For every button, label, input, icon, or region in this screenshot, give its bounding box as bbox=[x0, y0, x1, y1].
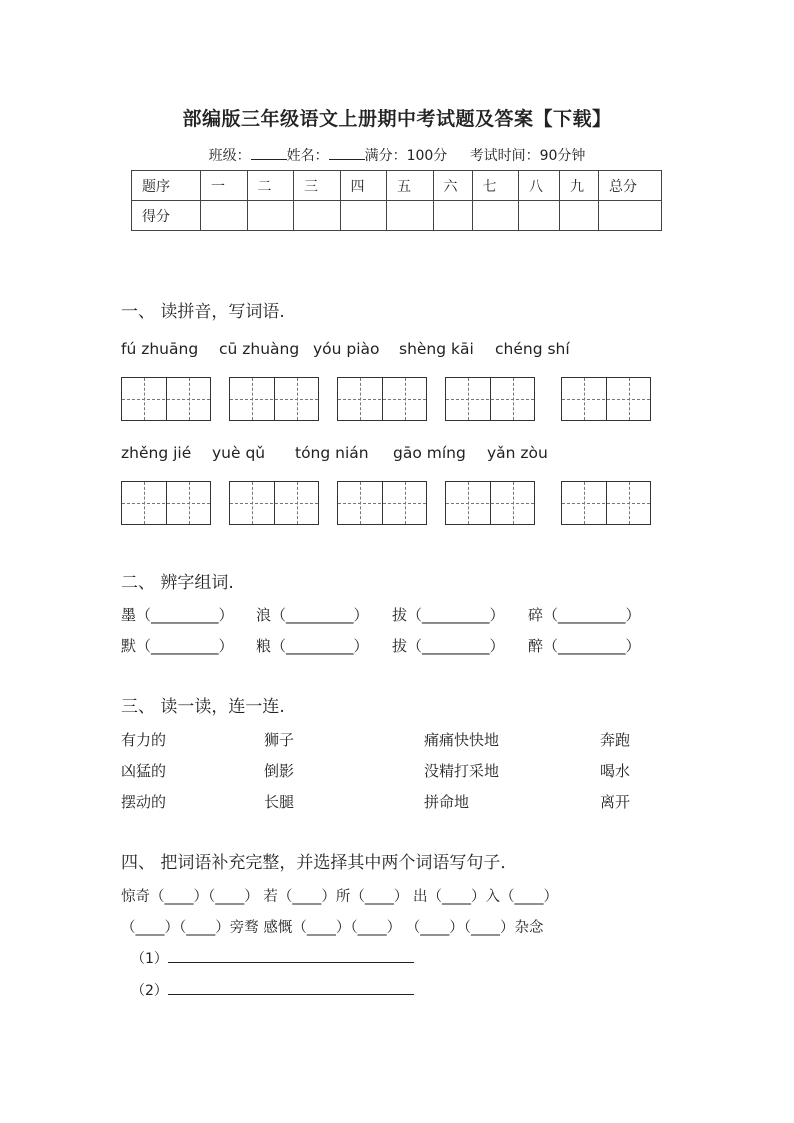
match-item[interactable]: 凶猛的 bbox=[121, 762, 167, 780]
writing-grid[interactable] bbox=[561, 481, 651, 525]
match-item[interactable]: 没精打采地 bbox=[424, 762, 500, 780]
match-item[interactable]: 喝水 bbox=[600, 762, 631, 780]
header-cell: 一 bbox=[201, 171, 248, 201]
pinyin-item: gāo míng bbox=[393, 444, 466, 462]
header-cell: 五 bbox=[387, 171, 434, 201]
word-blank[interactable]: 拔（_________） bbox=[392, 637, 505, 655]
name-blank[interactable] bbox=[329, 147, 365, 160]
pinyin-item: yuè qǔ bbox=[212, 444, 266, 462]
pinyin-item: yóu piào bbox=[313, 340, 380, 358]
writing-grid[interactable] bbox=[445, 481, 535, 525]
writing-grid[interactable] bbox=[121, 481, 211, 525]
score-cell[interactable] bbox=[201, 201, 248, 231]
sentence-1 bbox=[131, 948, 414, 968]
exam-time: 考试时间：90分钟 bbox=[469, 148, 586, 164]
exam-info bbox=[0, 145, 794, 165]
word-blank[interactable]: 墨（_________） bbox=[121, 606, 234, 624]
idiom-line-2[interactable]: （____）（____）旁骛 感慨（____）（____） （____）（____）杂念 bbox=[121, 920, 544, 936]
pinyin-item: cū zhuàng bbox=[219, 340, 300, 358]
header-cell: 二 bbox=[247, 171, 294, 201]
section2-heading: 二、 辨字组词. bbox=[121, 573, 234, 593]
score-cell[interactable] bbox=[340, 201, 387, 231]
row-label: 得分 bbox=[132, 201, 201, 231]
match-item[interactable]: 有力的 bbox=[121, 731, 167, 749]
score-cell[interactable] bbox=[472, 201, 519, 231]
writing-grid[interactable] bbox=[229, 481, 319, 525]
name-label: 姓名： bbox=[286, 148, 329, 164]
pinyin-item: shèng kāi bbox=[399, 340, 474, 358]
header-cell: 八 bbox=[519, 171, 560, 201]
writing-grid[interactable] bbox=[445, 377, 535, 421]
match-item[interactable]: 摆动的 bbox=[121, 793, 167, 811]
score-cell[interactable] bbox=[247, 201, 294, 231]
class-label: 班级： bbox=[208, 148, 251, 164]
score-cell[interactable] bbox=[387, 201, 434, 231]
score-cell[interactable] bbox=[560, 201, 599, 231]
section3-heading: 三、 读一读，连一连. bbox=[121, 697, 285, 717]
header-cell: 题序 bbox=[132, 171, 201, 201]
class-blank[interactable] bbox=[251, 147, 287, 160]
word-blank[interactable]: 浪（_________） bbox=[256, 606, 369, 624]
page-title: 部编版三年级语文上册期中考试题及答案【下载】 bbox=[182, 108, 612, 130]
header-cell: 四 bbox=[340, 171, 387, 201]
match-item[interactable]: 离开 bbox=[600, 793, 631, 811]
pinyin-item: tóng nián bbox=[295, 444, 369, 462]
match-item[interactable]: 奔跑 bbox=[600, 731, 631, 749]
match-item[interactable]: 倒影 bbox=[264, 762, 295, 780]
score-table bbox=[131, 170, 662, 231]
pinyin-item: yǎn zòu bbox=[487, 444, 548, 462]
idiom-line-1[interactable]: 惊奇（____）（____） 若（____）所（____） 出（____）入（____） bbox=[121, 889, 558, 905]
writing-grid[interactable] bbox=[229, 377, 319, 421]
full-score: 满分：100分 bbox=[364, 148, 448, 164]
match-item[interactable]: 拼命地 bbox=[424, 793, 470, 811]
section1-heading: 一、 读拼音，写词语. bbox=[121, 302, 285, 322]
sentence-1-line[interactable] bbox=[168, 948, 414, 963]
word-blank[interactable]: 拔（_________） bbox=[392, 606, 505, 624]
writing-grid[interactable] bbox=[337, 481, 427, 525]
pinyin-item: zhěng jié bbox=[121, 444, 192, 462]
word-blank[interactable]: 醉（_________） bbox=[528, 637, 641, 655]
match-item[interactable]: 长腿 bbox=[264, 793, 295, 811]
pinyin-item: chéng shí bbox=[495, 340, 570, 358]
word-blank[interactable]: 默（_________） bbox=[121, 637, 234, 655]
sentence-2-line[interactable] bbox=[168, 980, 414, 995]
writing-grid[interactable] bbox=[121, 377, 211, 421]
section4-heading: 四、 把词语补充完整，并选择其中两个词语写句子． bbox=[121, 853, 518, 873]
header-cell: 七 bbox=[472, 171, 519, 201]
word-blank[interactable]: 粮（_________） bbox=[256, 637, 369, 655]
match-item[interactable]: 狮子 bbox=[264, 731, 295, 749]
header-cell: 总分 bbox=[599, 171, 662, 201]
sentence-1-label: （1） bbox=[131, 951, 168, 967]
sentence-2-label: （2） bbox=[131, 983, 168, 999]
score-table-score-row bbox=[132, 201, 662, 231]
sentence-2 bbox=[131, 980, 414, 1000]
word-blank[interactable]: 碎（_________） bbox=[528, 606, 641, 624]
score-cell[interactable] bbox=[294, 201, 341, 231]
header-cell: 三 bbox=[294, 171, 341, 201]
score-table-header-row bbox=[132, 171, 662, 201]
writing-grid[interactable] bbox=[561, 377, 651, 421]
match-item[interactable]: 痛痛快快地 bbox=[424, 731, 500, 749]
pinyin-item: fú zhuāng bbox=[121, 340, 199, 358]
header-cell: 六 bbox=[433, 171, 472, 201]
score-cell[interactable] bbox=[433, 201, 472, 231]
writing-grid[interactable] bbox=[337, 377, 427, 421]
score-cell[interactable] bbox=[599, 201, 662, 231]
score-cell[interactable] bbox=[519, 201, 560, 231]
header-cell: 九 bbox=[560, 171, 599, 201]
